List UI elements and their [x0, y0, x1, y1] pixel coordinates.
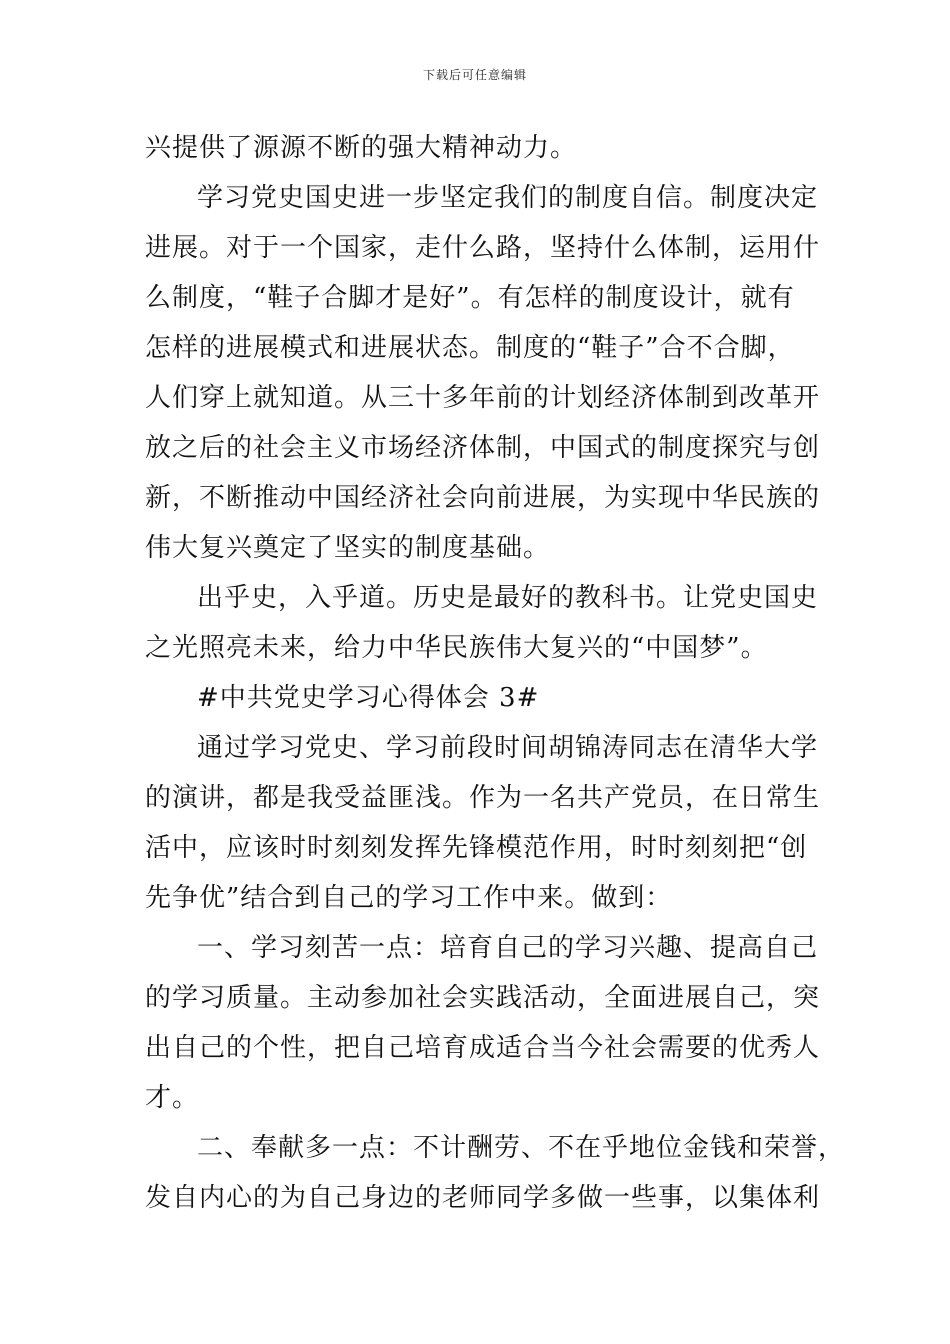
page-header: 下载后可任意编辑	[422, 68, 527, 82]
text-line: 的学习质量。主动参加社会实践活动，全面进展自己，突	[145, 983, 821, 1013]
text-line: 新，不断推动中国经济社会向前进展，为实现中华民族的	[145, 483, 821, 513]
text-line: 学习党史国史进一步坚定我们的制度自信。制度决定	[197, 183, 819, 213]
text-line: 怎样的进展模式和进展状态。制度的“鞋子”合不合脚，	[145, 333, 795, 363]
text-line: 么制度，“鞋子合脚才是好”。有怎样的制度设计，就有	[145, 283, 795, 313]
text-line: 出乎史，入乎道。历史是最好的教科书。让党史国史	[197, 583, 819, 613]
text-line: 通过学习党史、学习前段时间胡锦涛同志在清华大学	[197, 733, 819, 763]
text-line: 发自内心的为自己身边的老师同学多做一些事，以集体利	[145, 1183, 821, 1213]
text-line: 出自己的个性，把自己培育成适合当今社会需要的优秀人	[145, 1033, 821, 1063]
text-line: 先争优”结合到自己的学习工作中来。做到：	[145, 883, 673, 913]
text-line: 的演讲，都是我受益匪浅。作为一名共产党员，在日常生	[145, 783, 821, 813]
text-line: 进展。对于一个国家，走什么路，坚持什么体制，运用什	[145, 233, 821, 263]
section-heading: #中共党史学习心得体会 3#	[197, 683, 540, 713]
text-line: 之光照亮未来，给力中华民族伟大复兴的“中国梦”。	[145, 633, 768, 663]
text-line: 兴提供了源源不断的强大精神动力。	[145, 133, 578, 163]
text-line: 伟大复兴奠定了坚实的制度基础。	[145, 533, 551, 563]
text-line: 活中，应该时时刻刻发挥先锋模范作用，时时刻刻把“创	[145, 833, 808, 863]
text-line: 才。	[145, 1083, 200, 1113]
text-line: 一、学习刻苦一点：培育自己的学习兴趣、提高自己	[197, 933, 819, 963]
text-line: 放之后的社会主义市场经济体制，中国式的制度探究与创	[145, 433, 821, 463]
text-line: 人们穿上就知道。从三十多年前的计划经济体制到改革开	[145, 383, 821, 413]
text-line: 二、奉献多一点：不计酬劳、不在乎地位金钱和荣誉，	[197, 1133, 846, 1163]
